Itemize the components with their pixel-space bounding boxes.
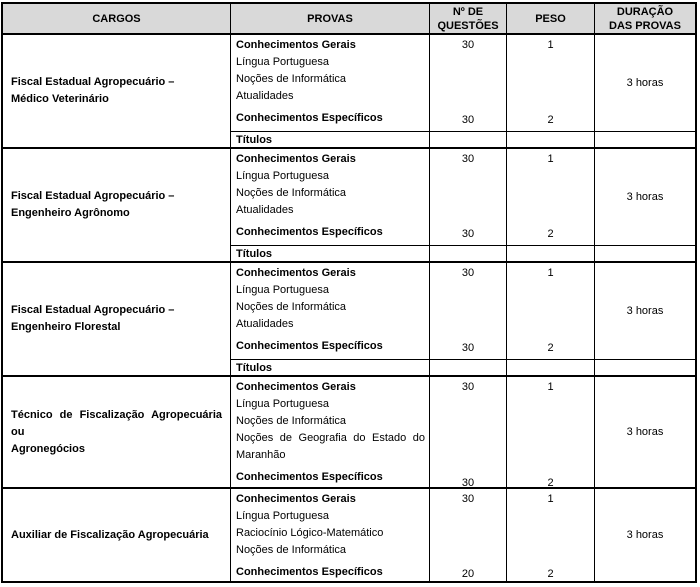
peso-especificos-value: 2 xyxy=(547,342,554,354)
titulos-empty-cell xyxy=(507,360,595,377)
titulos-empty-cell xyxy=(430,132,507,149)
questoes-cell xyxy=(430,149,507,246)
gerais-label: Conhecimentos Gerais xyxy=(236,493,356,505)
questoes-especificos-value: 30 xyxy=(461,114,475,126)
provas-cell xyxy=(231,377,430,489)
duracao-cell xyxy=(595,35,695,132)
titulos-empty-cell xyxy=(595,132,695,149)
questoes-gerais-value: 30 xyxy=(461,39,475,51)
provas-cell xyxy=(231,35,430,132)
provas-cell xyxy=(231,149,430,246)
subject-line: Noções de Informática xyxy=(236,415,347,427)
header-cell-cargos xyxy=(3,4,231,35)
especificos-label: Conhecimentos Específicos xyxy=(236,112,383,124)
peso-cell xyxy=(507,489,595,581)
header-cell-peso xyxy=(507,4,595,35)
questoes-gerais-value: 30 xyxy=(461,267,475,279)
questoes-especificos-value: 20 xyxy=(461,568,475,580)
subject-line: Língua Portuguesa xyxy=(236,510,329,522)
subject-line: Noções de Informática xyxy=(236,73,347,85)
duracao-value: 3 horas xyxy=(626,77,664,89)
peso-especificos-value: 2 xyxy=(547,114,554,126)
especificos-label: Conhecimentos Específicos xyxy=(236,471,383,483)
especificos-label: Conhecimentos Específicos xyxy=(236,566,383,578)
peso-especificos-value: 2 xyxy=(547,477,554,489)
cargo-cell xyxy=(3,35,231,149)
peso-cell xyxy=(507,35,595,132)
questoes-especificos-value: 30 xyxy=(461,228,475,240)
cargo-line: Agronegócios xyxy=(11,442,85,455)
cargo-cell xyxy=(3,149,231,263)
cargo-line: Médico Veterinário xyxy=(11,93,109,105)
peso-cell xyxy=(507,377,595,489)
questoes-especificos-value: 30 xyxy=(461,342,475,354)
header-label: PESO xyxy=(535,12,566,25)
subject-line: Noções de Informática xyxy=(236,187,347,199)
cargo-cell xyxy=(3,489,231,581)
peso-gerais-value: 1 xyxy=(547,381,554,393)
subject-line: Língua Portuguesa xyxy=(236,398,329,410)
peso-cell xyxy=(507,263,595,360)
cargo-line: Engenheiro Agrônomo xyxy=(11,207,130,219)
header-label: DAS PROVAS xyxy=(609,19,681,32)
duracao-value: 3 horas xyxy=(626,529,664,541)
subject-line: Língua Portuguesa xyxy=(236,170,329,182)
titulos-empty-cell xyxy=(430,246,507,263)
duracao-cell xyxy=(595,263,695,360)
titulos-cell: Títulos xyxy=(231,246,430,263)
cargo-line: Fiscal Estadual Agropecuário – xyxy=(11,304,175,316)
duracao-value: 3 horas xyxy=(626,426,664,438)
duracao-cell xyxy=(595,489,695,581)
titulos-cell: Títulos xyxy=(231,132,430,149)
subject-line: Atualidades xyxy=(236,204,294,216)
titulos-empty-cell xyxy=(507,246,595,263)
questoes-gerais-value: 30 xyxy=(461,153,475,165)
peso-especificos-value: 2 xyxy=(547,568,554,580)
especificos-label: Conhecimentos Específicos xyxy=(236,226,383,238)
subject-line: Língua Portuguesa xyxy=(236,56,329,68)
subject-line: Noções de Informática xyxy=(236,544,347,556)
peso-especificos-value: 2 xyxy=(547,228,554,240)
especificos-label: Conhecimentos Específicos xyxy=(236,340,383,352)
questoes-gerais-value: 30 xyxy=(461,381,475,393)
provas-cell xyxy=(231,489,430,581)
duracao-value: 3 horas xyxy=(626,191,664,203)
gerais-label: Conhecimentos Gerais xyxy=(236,381,356,393)
titulos-cell: Títulos xyxy=(231,360,430,377)
subject-line: Maranhão xyxy=(236,449,286,461)
peso-gerais-value: 1 xyxy=(547,153,554,165)
header-label: DURAÇÃO xyxy=(616,5,674,18)
header-label: QUESTÕES xyxy=(437,19,499,32)
header-cell-provas xyxy=(231,4,430,35)
header-label: CARGOS xyxy=(92,12,141,25)
peso-cell xyxy=(507,149,595,246)
gerais-label: Conhecimentos Gerais xyxy=(236,267,356,279)
cargo-cell xyxy=(3,377,231,489)
header-cell-duracao xyxy=(595,4,695,35)
questoes-gerais-value: 30 xyxy=(461,493,475,505)
exam-structure-table xyxy=(1,2,697,583)
titulos-empty-cell xyxy=(595,360,695,377)
header-label: PROVAS xyxy=(307,12,353,25)
subject-line: Atualidades xyxy=(236,318,294,330)
subject-line: Raciocínio Lógico-Matemático xyxy=(236,527,384,539)
peso-gerais-value: 1 xyxy=(547,493,554,505)
subject-line: Noções de Informática xyxy=(236,301,347,313)
questoes-cell xyxy=(430,35,507,132)
gerais-label: Conhecimentos Gerais xyxy=(236,153,356,165)
questoes-cell xyxy=(430,263,507,360)
questoes-cell xyxy=(430,377,507,489)
peso-gerais-value: 1 xyxy=(547,267,554,279)
cargo-line: Auxiliar de Fiscalização Agropecuária xyxy=(11,528,209,541)
subject-line: Noções de Geografia do Estado do xyxy=(236,432,425,444)
cargo-line: Fiscal Estadual Agropecuário – xyxy=(11,76,175,88)
cargo-line: Engenheiro Florestal xyxy=(11,321,121,333)
titulos-empty-cell xyxy=(507,132,595,149)
cargo-line: Fiscal Estadual Agropecuário – xyxy=(11,190,175,202)
gerais-label: Conhecimentos Gerais xyxy=(236,39,356,51)
questoes-especificos-value: 30 xyxy=(461,477,475,489)
header-label: Nº DE xyxy=(452,5,484,18)
peso-gerais-value: 1 xyxy=(547,39,554,51)
subject-line: Atualidades xyxy=(236,90,294,102)
duracao-cell xyxy=(595,377,695,489)
cargo-line: Técnico de Fiscalização Agropecuária ou xyxy=(11,408,222,438)
subject-line: Língua Portuguesa xyxy=(236,284,329,296)
questoes-cell xyxy=(430,489,507,581)
duracao-value: 3 horas xyxy=(626,305,664,317)
header-cell-questoes xyxy=(430,4,507,35)
cargo-cell xyxy=(3,263,231,377)
titulos-empty-cell xyxy=(430,360,507,377)
provas-cell xyxy=(231,263,430,360)
titulos-empty-cell xyxy=(595,246,695,263)
duracao-cell xyxy=(595,149,695,246)
